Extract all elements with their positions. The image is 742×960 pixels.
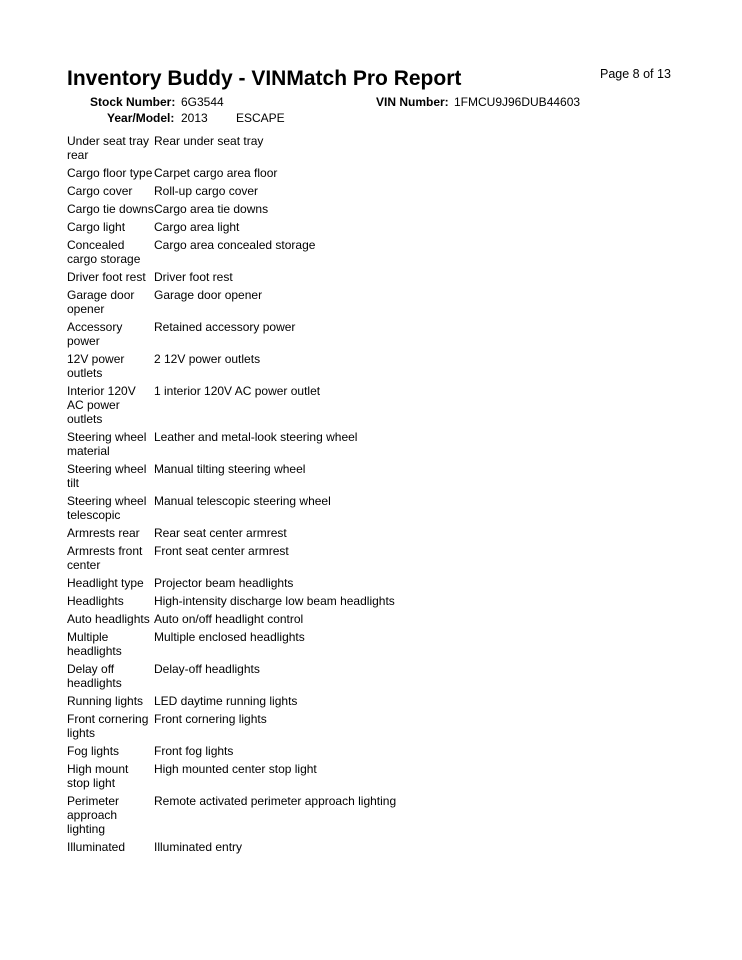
- spec-row: [67, 320, 487, 352]
- spec-value: 2 12V power outlets: [154, 352, 261, 366]
- spec-row: [67, 526, 487, 544]
- year-value: 2013: [181, 111, 208, 125]
- spec-name: Garage door opener: [67, 288, 135, 316]
- spec-row: [67, 202, 487, 220]
- spec-value: Remote activated perimeter approach lighting: [154, 794, 397, 808]
- spec-value: Illuminated entry: [154, 840, 243, 854]
- report-title: Inventory Buddy - VINMatch Pro Report: [67, 67, 462, 90]
- spec-name: Headlights: [67, 594, 124, 608]
- spec-row: [67, 238, 487, 270]
- spec-name: Interior 120V AC power outlets: [67, 384, 136, 426]
- spec-value: Cargo area light: [154, 220, 240, 234]
- spec-row: [67, 184, 487, 202]
- spec-value: Auto on/off headlight control: [154, 612, 304, 626]
- page-number: Page 8 of 13: [600, 67, 671, 81]
- spec-value: Front seat center armrest: [154, 544, 289, 558]
- spec-name: Running lights: [67, 694, 144, 708]
- spec-value: Carpet cargo area floor: [154, 166, 278, 180]
- spec-row: [67, 594, 487, 612]
- spec-row: [67, 840, 487, 858]
- spec-value: Projector beam headlights: [154, 576, 294, 590]
- spec-name: Armrests front center: [67, 544, 143, 572]
- spec-name: Perimeter approach lighting: [67, 794, 120, 836]
- spec-value: Cargo area tie downs: [154, 202, 269, 216]
- spec-name: Delay off headlights: [67, 662, 122, 690]
- spec-name: Fog lights: [67, 744, 120, 758]
- spec-name: Under seat tray rear: [67, 134, 150, 162]
- spec-name: 12V power outlets: [67, 352, 125, 380]
- spec-value: LED daytime running lights: [154, 694, 298, 708]
- spec-value: 1 interior 120V AC power outlet: [154, 384, 321, 398]
- spec-value: Front fog lights: [154, 744, 234, 758]
- spec-value: Leather and metal-look steering wheel: [154, 430, 358, 444]
- spec-row: [67, 712, 487, 744]
- spec-row: [67, 544, 487, 576]
- spec-value: Rear under seat tray: [154, 134, 264, 148]
- spec-value: Manual telescopic steering wheel: [154, 494, 331, 508]
- spec-name: Cargo tie downs: [67, 202, 154, 216]
- vin-number-value: 1FMCU9J96DUB44603: [454, 95, 581, 109]
- spec-row: [67, 270, 487, 288]
- spec-name: High mount stop light: [67, 762, 129, 790]
- spec-value: Roll-up cargo cover: [154, 184, 259, 198]
- spec-name: Accessory power: [67, 320, 123, 348]
- spec-name: Steering wheel telescopic: [67, 494, 147, 522]
- spec-value: Driver foot rest: [154, 270, 233, 284]
- spec-value: Cargo area concealed storage: [154, 238, 316, 252]
- spec-row: [67, 384, 487, 430]
- spec-name: Front cornering lights: [67, 712, 149, 740]
- year-model-label: Year/Model:: [107, 111, 175, 125]
- spec-row: [67, 494, 487, 526]
- spec-row: [67, 744, 487, 762]
- spec-name: Multiple headlights: [67, 630, 122, 658]
- spec-name: Concealed cargo storage: [67, 238, 141, 266]
- spec-row: [67, 694, 487, 712]
- spec-row: [67, 612, 487, 630]
- spec-name: Steering wheel tilt: [67, 462, 147, 490]
- model-value: ESCAPE: [236, 111, 285, 125]
- spec-value: High-intensity discharge low beam headlights: [154, 594, 395, 608]
- spec-value: Retained accessory power: [154, 320, 296, 334]
- spec-row: [67, 288, 487, 320]
- spec-name: Cargo cover: [67, 184, 133, 198]
- spec-row: [67, 576, 487, 594]
- spec-row: [67, 220, 487, 238]
- spec-name: Illuminated: [67, 840, 126, 854]
- spec-value: High mounted center stop light: [154, 762, 317, 776]
- spec-value: Multiple enclosed headlights: [154, 630, 305, 644]
- spec-row: [67, 462, 487, 494]
- spec-name: Steering wheel material: [67, 430, 147, 458]
- spec-value: Front cornering lights: [154, 712, 267, 726]
- spec-name: Armrests rear: [67, 526, 140, 540]
- stock-number-label: Stock Number:: [90, 95, 176, 109]
- spec-row: [67, 762, 487, 794]
- spec-value: Delay-off headlights: [154, 662, 260, 676]
- vin-number-label: VIN Number:: [376, 95, 449, 109]
- spec-row: [67, 662, 487, 694]
- spec-row: [67, 630, 487, 662]
- spec-name: Cargo floor type: [67, 166, 153, 180]
- spec-value: Rear seat center armrest: [154, 526, 287, 540]
- spec-row: [67, 134, 487, 166]
- spec-name: Headlight type: [67, 576, 144, 590]
- spec-table: [67, 134, 487, 858]
- spec-name: Cargo light: [67, 220, 126, 234]
- spec-row: [67, 166, 487, 184]
- spec-value: Garage door opener: [154, 288, 263, 302]
- spec-row: [67, 430, 487, 462]
- spec-row: [67, 352, 487, 384]
- spec-row: [67, 794, 487, 840]
- spec-name: Driver foot rest: [67, 270, 146, 284]
- stock-number-value: 6G3544: [181, 95, 224, 109]
- spec-name: Auto headlights: [67, 612, 150, 626]
- spec-value: Manual tilting steering wheel: [154, 462, 306, 476]
